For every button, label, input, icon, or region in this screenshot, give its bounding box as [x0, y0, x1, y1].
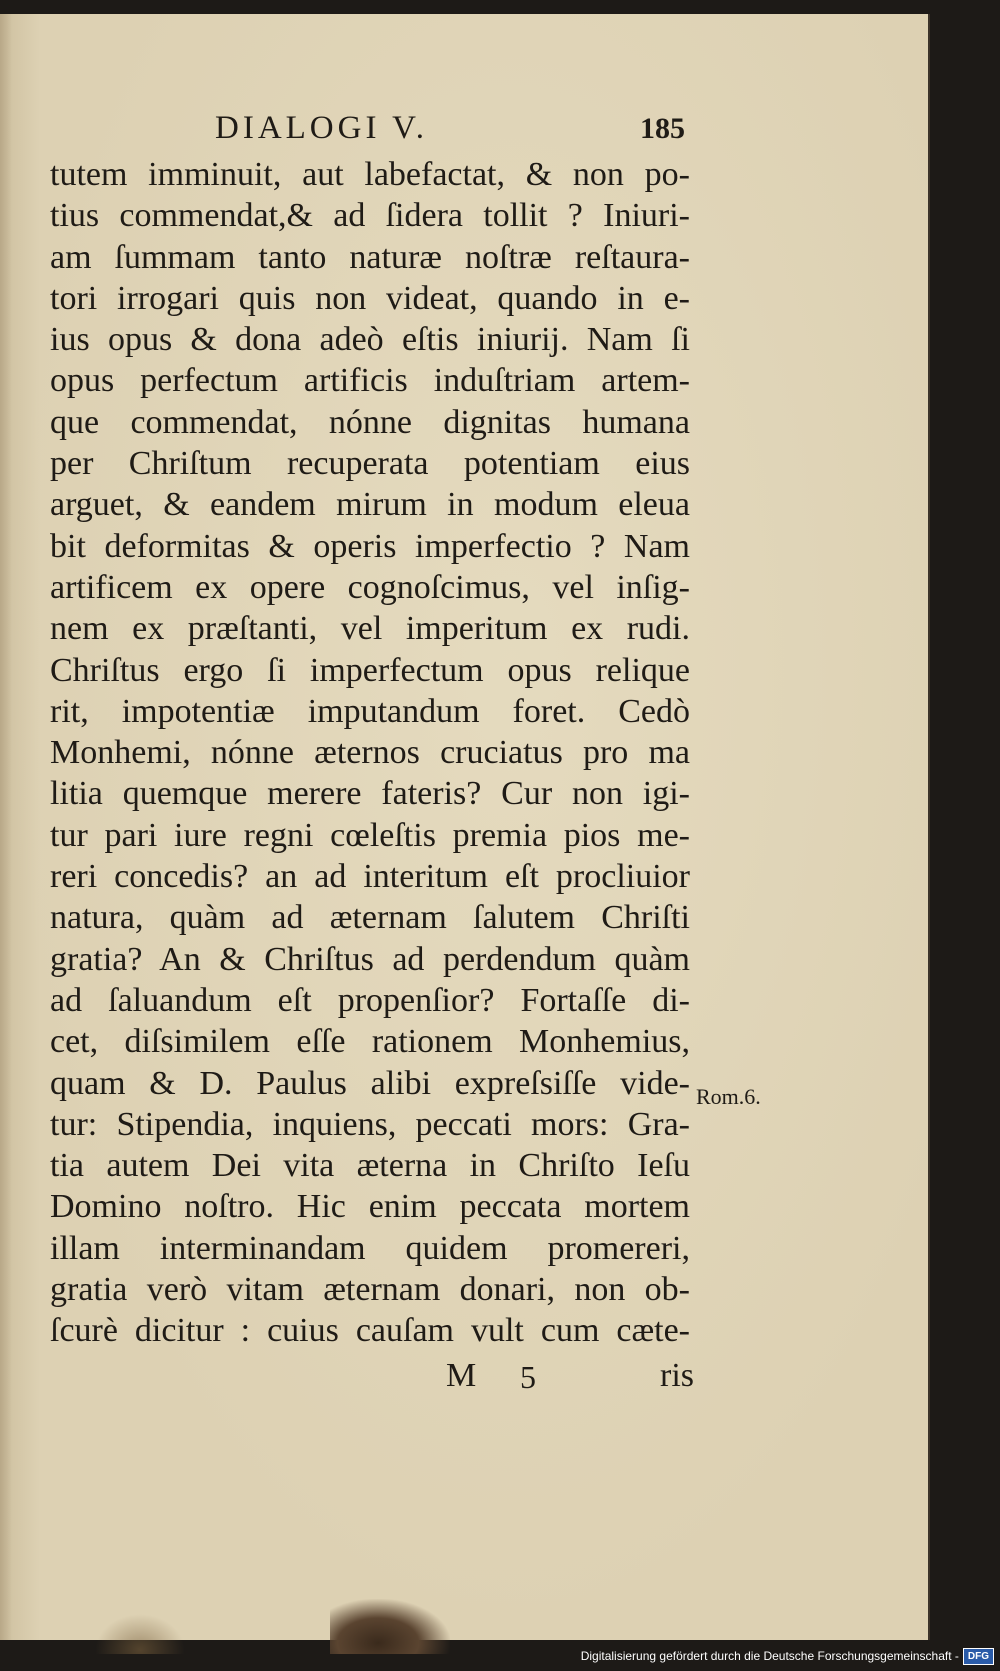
margin-note: Rom.6. — [696, 1084, 761, 1109]
running-header: DIALOGI V. — [215, 110, 428, 146]
text-line: tia autem Dei vita æterna in Chriſto Ieſu — [50, 1147, 690, 1185]
page-number: 185 — [640, 112, 685, 145]
text-line: rit, impotentiæ imputandum foret. Cedò — [50, 692, 690, 730]
text-line: Monhemi, nónne æternos cruciatus pro ma — [50, 734, 690, 772]
text-line: am ſummam tanto naturæ noſtræ reſtaura- — [50, 238, 690, 276]
text-line: quam & D. Paulus alibi expreſsiſſe vide- — [50, 1064, 690, 1102]
signature-number: 5 — [520, 1359, 536, 1395]
book-page — [0, 14, 930, 1640]
text-line: reri concedis? an ad interitum eſt procliuior — [50, 858, 690, 896]
text-line: tutem imminuit, aut labefactat, & non po- — [50, 156, 690, 193]
text-line: tur: Stipendia, inquiens, peccati mors: Gra- — [50, 1105, 690, 1143]
catchword: ris — [660, 1357, 694, 1394]
text-line: arguet, & eandem mirum in modum eleua — [50, 486, 690, 524]
text-line: tius commendat,& ad ſidera tollit ? Iniuri- — [50, 197, 690, 235]
text-line: tori irrogari quis non videat, quando in e- — [50, 279, 690, 317]
text-line: litia quemque merere fateris? Cur non igi- — [50, 775, 690, 813]
text-line: gratia verò vitam æternam donari, non ob- — [50, 1271, 690, 1309]
text-line: tur pari iure regni cœleſtis premia pios me- — [50, 816, 690, 854]
text-line: gratia? An & Chriſtus ad perdendum quàm — [50, 940, 690, 978]
text-line: Chriſtus ergo ſi imperfectum opus relique — [50, 651, 690, 689]
text-line: cet, diſsimilem eſſe rationem Monhemius, — [50, 1023, 690, 1061]
text-line: que commendat, nónne dignitas humana — [50, 403, 690, 441]
text-line: ſcurè dicitur : cuius cauſam vult cum cæte- — [50, 1312, 690, 1350]
text-line: ius opus & dona adeò eſtis iniurij. Nam ſi — [50, 321, 690, 359]
text-line: ad ſaluandum eſt propenſior? Fortaſſe di- — [50, 981, 690, 1019]
text-line: natura, quàm ad æternam ſalutem Chriſti — [50, 899, 690, 937]
text-line: Domino noſtro. Hic enim peccata mortem — [50, 1188, 690, 1226]
text-line: artificem ex opere cognoſcimus, vel inſig- — [50, 568, 690, 606]
paper-stain — [95, 1614, 185, 1654]
text-line: per Chriſtum recuperata potentiam eius — [50, 445, 690, 483]
page-gutter-shadow — [0, 14, 12, 1640]
text-line: nem ex præſtanti, vel imperitum ex rudi. — [50, 610, 690, 648]
ink-stain — [330, 1599, 450, 1654]
signature-mark: M — [446, 1357, 477, 1394]
text-line: opus perfectum artificis induſtriam artem- — [50, 362, 690, 400]
body-text — [50, 154, 690, 1352]
text-line: illam interminandam quidem promereri, — [50, 1229, 690, 1267]
footer-credit-text: Digitalisierung gefördert durch die Deutsche Forschungsgemeinschaft - — [580, 1649, 959, 1663]
footer-credit — [581, 1644, 994, 1668]
dfg-logo: DFG — [963, 1648, 994, 1665]
text-line: bit deformitas & operis imperfectio ? Nam — [50, 527, 690, 565]
